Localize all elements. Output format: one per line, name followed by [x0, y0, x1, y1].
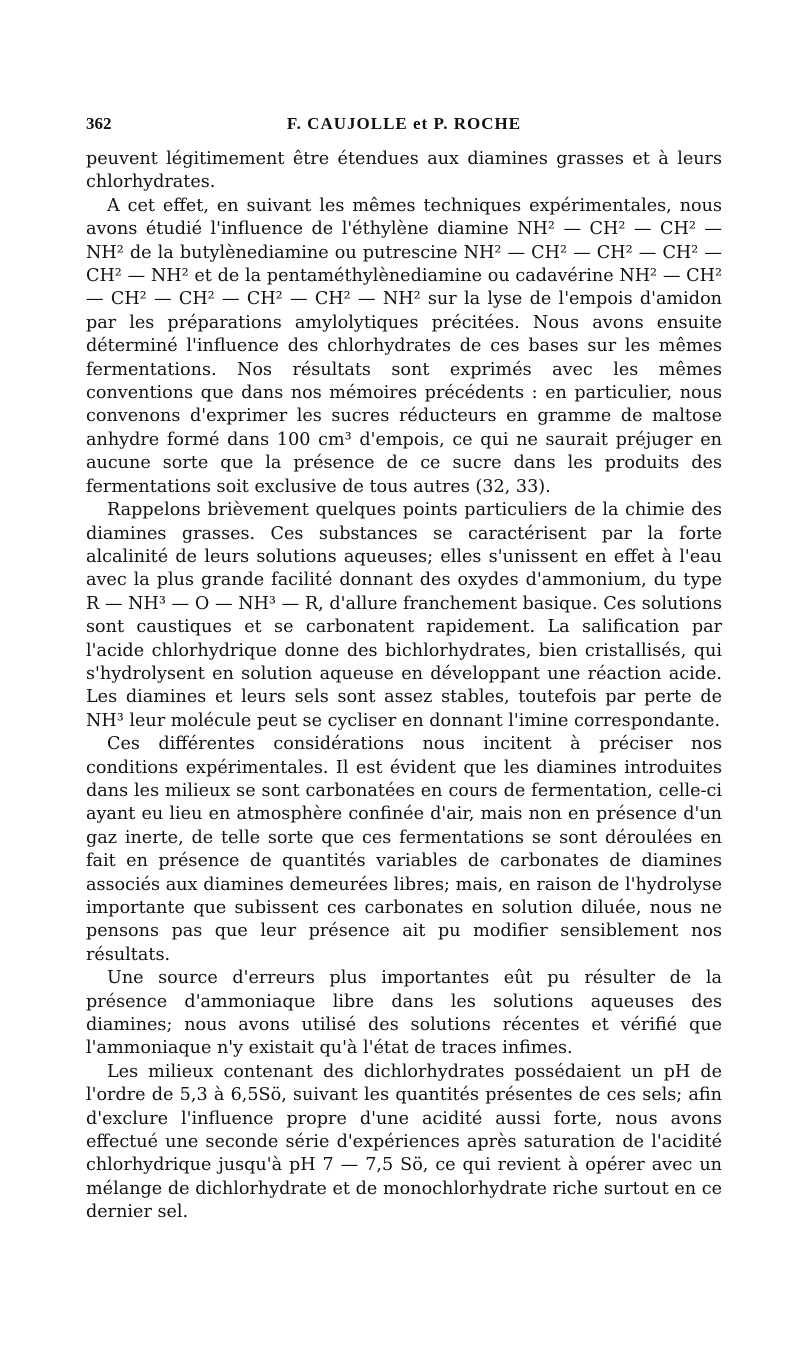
- page-header: [86, 108, 722, 138]
- paragraph-diamines-studied: A cet effet, en suivant les mêmes techniques expérimentales, nous avons étudié l'influence de l'éthylène diamine NH² — CH² — CH² — NH² de la butylènediamine ou putrescine NH² — CH² — CH² — CH² — CH² — NH² et de la pentaméthylènediamine ou cadavérine NH² — CH² — CH² — CH² — CH² — CH² — NH² sur la lyse de l'empois d'amidon par les préparations amylolytiques précitées. Nous avons ensuite déterminé l'influence des chlorhydrates de ces bases sur les mêmes fermentations. Nos résultats sont exprimés avec les mêmes conventions que dans nos mémoires précédents : en particulier, nous convenons d'exprimer les sucres réducteurs en gramme de maltose anhydre formé dans 100 cm³ d'empois, ce qui ne saurait préjuger en aucune sorte que la présence de ce sucre dans les produits des fermentations soit exclusive de tous autres (32, 33).: [86, 195, 722, 497]
- running-head: F. CAUJOLLE et P. ROCHE: [286, 114, 522, 133]
- page-number: 362: [86, 114, 112, 133]
- body-text: [86, 148, 722, 1225]
- paragraph-error-sources: Une source d'erreurs plus importantes eût pu résulter de la présence d'ammoniaque libre dans les solutions aqueuses des diamines; nous avons utilisé des solutions récentes et vérifié que l'ammoniaque n'y existait qu'à l'état de traces infimes.: [86, 968, 722, 1059]
- paragraph-ph-media: Les milieux contenant des dichlorhydrates possédaient un pH de l'ordre de 5,3 à 6,5Sö, suivant les quantités présentes de ces sels; afin d'exclure l'influence propre d'une acidité aussi forte, nous avons effectué une seconde série d'expériences après saturation de l'acidité chlorhydrique jusqu'à pH 7 — 7,5 Sö, ce qui revient à opérer avec un mélange de dichlorhydrate et de monochlorhydrate riche surtout en ce dernier sel.: [86, 1061, 722, 1223]
- paragraph-continuation: peuvent légitimement être étendues aux diamines grasses et à leurs chlorhydrates.: [86, 149, 722, 193]
- page: [86, 108, 722, 1225]
- paragraph-chemistry-recall: Rappelons brièvement quelques points particuliers de la chimie des diamines grasses. Ces substances se caractérisent par la forte alcalinité de leurs solutions aqueuses; elles s'unissent en effet à l'eau avec la plus grande facilité donnant des oxydes d'ammonium, du type R — NH³ — O — NH³ — R, d'allure franchement basique. Ces solutions sont caustiques et se carbonatent rapidement. La salification par l'acide chlorhydrique donne des bichlorhydrates, bien cristallisés, qui s'hydrolysent en solution aqueuse en développant une réaction acide. Les diamines et leurs sels sont assez stables, toutefois par perte de NH³ leur molécule peut se cycliser en donnant l'imine correspondante.: [86, 500, 722, 731]
- paragraph-experimental-conditions: Ces différentes considérations nous incitent à préciser nos conditions expérimentales. Il est évident que les diamines introduites dans les milieux se sont carbonatées en cours de fermentation, celle-ci ayant eu lieu en atmosphère confinée d'air, mais non en présence d'un gaz inerte, de telle sorte que ces fermentations se sont déroulées en fait en présence de quantités variables de carbonates de diamines associés aux diamines demeurées libres; mais, en raison de l'hydrolyse importante que subissent ces carbonates en solution diluée, nous ne pensons pas que leur présence ait pu modifier sensiblement nos résultats.: [86, 734, 722, 965]
